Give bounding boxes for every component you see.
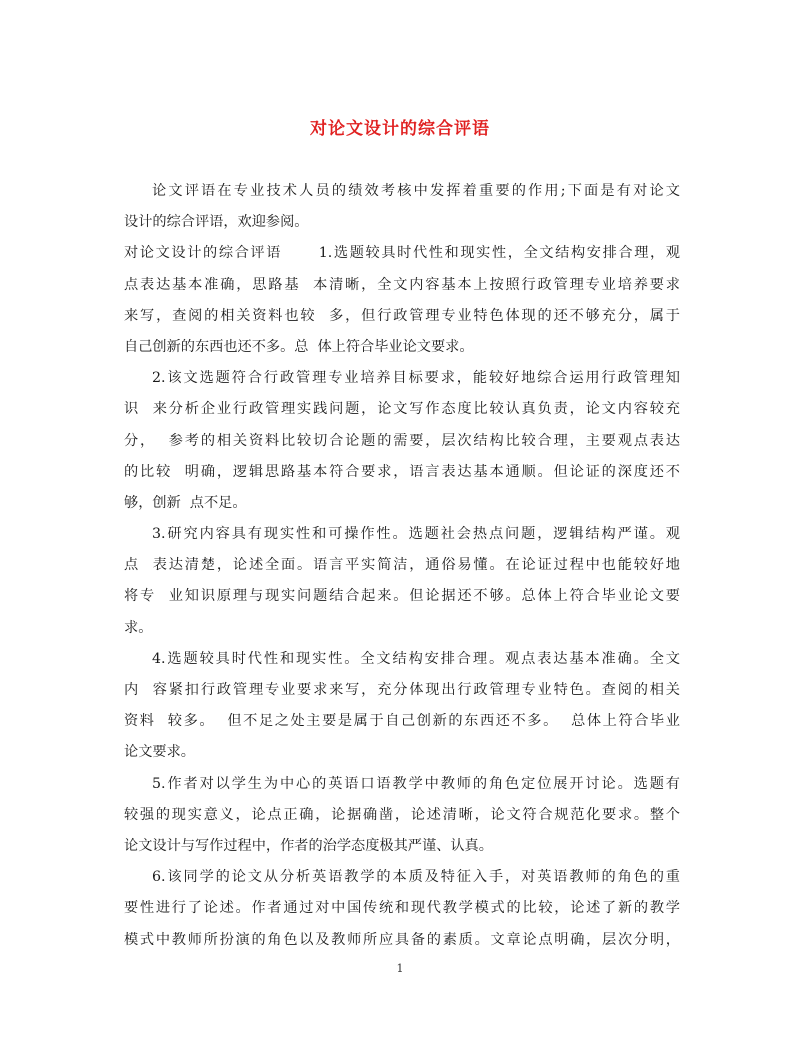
text-line: 5.作者对以学生为中心的英语口语教学中教师的角色定位展开讨论。选题有 — [152, 775, 680, 792]
text-line: 2.该文选题符合行政管理专业培养目标要求，能较好地综合运用行政管理知 — [152, 370, 680, 387]
text-line: 模式中教师所扮演的角色以及教师所应具备的素质。文章论点明确，层次分明， — [124, 931, 680, 948]
text-line: 点表达基本准确，思路基 本清晰，全文内容基本上按照行政管理专业培养要求 — [124, 276, 680, 293]
text-line: 3.研究内容具有现实性和可操作性。选题社会热点问题，逻辑结构严谨。观 — [152, 526, 680, 543]
page-number: 1 — [396, 962, 404, 975]
text-line: 的比较 明确，逻辑思路基本符合要求，语言表达基本通顺。但论证的深度还不 — [124, 463, 680, 480]
text-line: 较强的现实意义，论点正确，论据确凿，论述清晰，论文符合规范化要求。整个 — [124, 806, 680, 823]
text-line: 设计的综合评语，欢迎参阅。 — [124, 214, 309, 231]
text-line: 论文设计与写作过程中，作者的治学态度极其严谨、认真。 — [124, 837, 493, 854]
text-line: 够，创新 点不足。 — [124, 494, 247, 511]
text-line: 点 表达清楚，论述全面。语言平实简洁，通俗易懂。在论证过程中也能较好地 — [124, 557, 680, 574]
text-line: 论文要求。 — [124, 744, 195, 761]
text-line: 要性进行了论述。作者通过对中国传统和现代教学模式的比较，论述了新的教学 — [124, 900, 680, 917]
text-line: 来写，查阅的相关资料也较 多，但行政管理专业特色体现的还不够充分，属于 — [124, 307, 680, 324]
text-line: 4.选题较具时代性和现实性。全文结构安排合理。观点表达基本准确。全文 — [152, 650, 680, 667]
text-line: 分， 参考的相关资料比较切合论题的需要，层次结构比较合理，主要观点表达 — [124, 432, 680, 449]
text-line: 论文评语在专业技术人员的绩效考核中发挥着重要的作用;下面是有对论文 — [152, 183, 680, 199]
page-title: 对论文设计的综合评语 — [310, 119, 490, 139]
text-line: 识 来分析企业行政管理实践问题，论文写作态度比较认真负责，论文内容较充 — [124, 401, 680, 418]
text-line: 资料 较多。 但不足之处主要是属于自己创新的东西还不多。 总体上符合毕业 — [124, 713, 680, 730]
text-line: 将专 业知识原理与现实问题结合起来。但论据还不够。总体上符合毕业论文要 — [124, 588, 680, 605]
text-line: 求。 — [124, 619, 153, 636]
text-line: 6.该同学的论文从分析英语教学的本质及特征入手，对英语教师的角色的重 — [152, 869, 680, 886]
text-line: 自己创新的东西也还不多。总 体上符合毕业论文要求。 — [124, 338, 474, 355]
document-body — [124, 176, 680, 956]
text-line: 对论文设计的综合评语 1.选题较具时代性和现实性，全文结构安排合理，观 — [124, 245, 680, 262]
text-line: 内 容紧扣行政管理专业要求来写，充分体现出行政管理专业特色。查阅的相关 — [124, 682, 680, 698]
